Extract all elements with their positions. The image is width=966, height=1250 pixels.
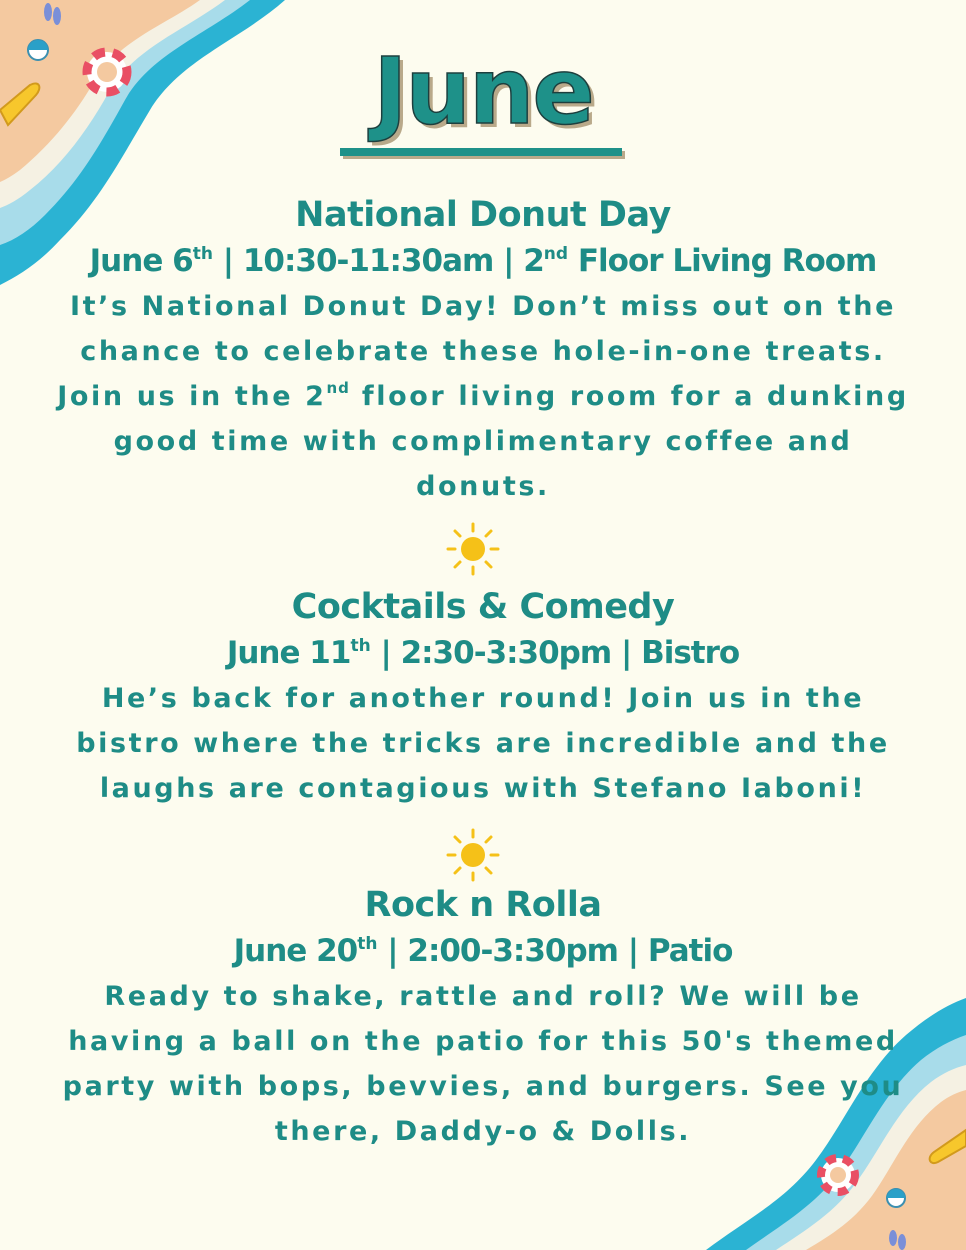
event-description: He’s back for another round! Join us in the bistro where the tricks are incredible and the laughs are contagious with Stefano Iaboni! [76, 683, 890, 804]
event-description: Ready to shake, rattle and roll? We will be having a ball on the patio for this 50's themed party with bops, bevvies, and burgers. See you there, Daddy-o & Dolls. [62, 981, 904, 1147]
event-when: June 6th | 10:30-11:30am | 2nd Floor Living Room [89, 243, 877, 279]
title-block [0, 36, 966, 148]
title-underline [340, 148, 622, 156]
sun-divider-icon [445, 827, 501, 883]
event-cocktails-comedy [0, 584, 966, 811]
page-title: June [373, 38, 593, 145]
event-name: Cocktails & Comedy [291, 587, 675, 627]
event-when: June 20th | 2:00-3:30pm | Patio [233, 933, 733, 969]
event-national-donut-day [0, 192, 966, 509]
beach-ball-icon [887, 1189, 905, 1207]
life-ring-icon [821, 1158, 855, 1192]
event-name: Rock n Rolla [364, 885, 602, 925]
event-rock-n-rolla [0, 882, 966, 1154]
sun-divider-icon [445, 521, 501, 577]
event-when: June 11th | 2:30-3:30pm | Bistro [226, 635, 740, 671]
event-name: National Donut Day [295, 195, 671, 235]
event-description: It’s National Donut Day! Don’t miss out on the chance to celebrate these hole-in-one treats. Join us in the 2nd floor living room for a dunking good time with complimentary coffee and donuts. [57, 291, 909, 502]
